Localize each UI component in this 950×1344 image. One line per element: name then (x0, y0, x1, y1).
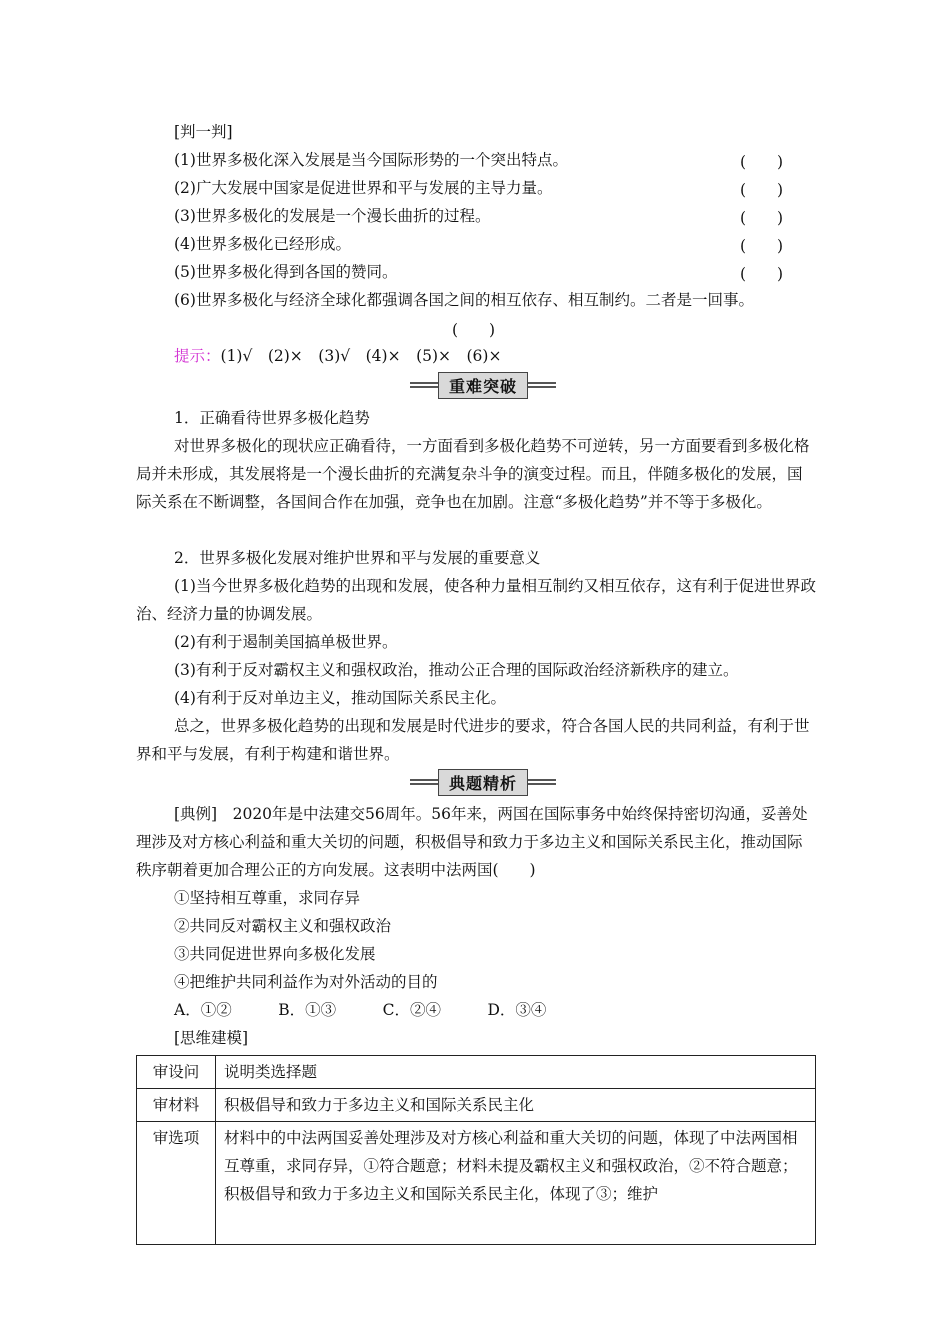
option-1: ①坚持相互尊重，求同存异 (174, 889, 361, 907)
table-row (137, 1089, 816, 1122)
paragraph-4: (3)有利于反对霸权主义和强权政治，推动公正合理的国际政治经济新秩序的建立。 (174, 661, 739, 679)
heading-2: 2．世界多极化发展对维护世界和平与发展的重要意义 (174, 549, 541, 567)
paragraph-1: 对世界多极化的现状应正确看待，一方面看到多极化趋势不可逆转，另一方面要看到多极化格局并未形成，其发展将是一个漫长曲折的充满复杂斗争的演变过程。而且，伴随多极化的发展，国际关系在不断调整，各国间合作在加强，竞争也在加剧。注意“多极化趋势”并不等于多极化。 (136, 437, 810, 511)
option-2: ②共同反对霸权主义和强权政治 (174, 917, 392, 935)
judge-item-3: (3)世界多极化的发展是一个漫长曲折的过程。 (174, 207, 491, 225)
option-3: ③共同促进世界向多极化发展 (174, 945, 376, 963)
table-row (137, 1056, 816, 1089)
answer-paren-5: ( ) (740, 265, 784, 283)
option-4: ④把维护共同利益作为对外活动的目的 (174, 973, 438, 991)
answer-paren-4: ( ) (740, 237, 784, 255)
judge-item-4: (4)世界多极化已经形成。 (174, 235, 351, 253)
judge-item-1: (1)世界多极化深入发展是当今国际形势的一个突出特点。 (174, 151, 568, 169)
section-banner-example (410, 770, 556, 794)
answer-paren-3: ( ) (740, 209, 784, 227)
heading-1: 1．正确看待世界多极化趋势 (174, 409, 370, 427)
table-key: 审设问 (137, 1056, 216, 1089)
banner-label: 典题精析 (438, 769, 528, 796)
banner-label: 重难突破 (438, 372, 528, 399)
judge-item-5: (5)世界多极化得到各国的赞同。 (174, 263, 398, 281)
answer-paren-6: ( ) (452, 321, 496, 339)
table-value: 说明类选择题 (216, 1056, 816, 1089)
answer-choices: A．①② B．①③ C．②④ D．③④ (174, 1001, 547, 1019)
paragraph-6: 总之，世界多极化趋势的出现和发展是时代进步的要求，符合各国人民的共同利益，有利于世界和平与发展，有利于构建和谐世界。 (136, 717, 810, 763)
answer-paren-2: ( ) (740, 181, 784, 199)
hint-answers: (1)√ (2)× (3)√ (4)× (5)× (6)× (220, 347, 502, 365)
model-title: [思维建模] (174, 1029, 249, 1047)
table-key: 审选项 (137, 1122, 216, 1245)
judge-item-6: (6)世界多极化与经济全球化都强调各国之间的相互依存、相互制约。二者是一回事。 (174, 291, 754, 309)
paragraph-2: (1)当今世界多极化趋势的出现和发展，使各种力量相互制约又相互依存，这有利于促进世界政治、经济力量的协调发展。 (136, 577, 816, 623)
thinking-model-table (136, 1055, 816, 1245)
judge-item-2: (2)广大发展中国家是促进世界和平与发展的主导力量。 (174, 179, 553, 197)
hint-line (174, 346, 501, 366)
paragraph-5: (4)有利于反对单边主义，推动国际关系民主化。 (174, 689, 506, 707)
answer-paren-1: ( ) (740, 153, 784, 171)
example-question: [典例] 2020年是中法建交56周年。56年来，两国在国际事务中始终保持密切沟通，妥善处理涉及对方核心利益和重大关切的问题，积极倡导和致力于多边主义和国际关系民主化，推动国际秩序朝着更加合理公正的方向发展。这表明中法两国( ) (136, 805, 808, 879)
judge-title: [判一判] (174, 123, 233, 141)
table-value: 积极倡导和致力于多边主义和国际关系民主化 (216, 1089, 816, 1122)
section-banner-key-points (410, 373, 556, 397)
hint-label: 提示： (174, 347, 221, 365)
table-key: 审材料 (137, 1089, 216, 1122)
table-row (137, 1122, 816, 1245)
table-value: 材料中的中法两国妥善处理涉及对方核心利益和重大关切的问题，体现了中法两国相互尊重，求同存异，①符合题意；材料未提及霸权主义和强权政治，②不符合题意；积极倡导和致力于多边主义和国际关系民主化，体现了③；维护 (216, 1122, 816, 1245)
paragraph-3: (2)有利于遏制美国搞单极世界。 (174, 633, 398, 651)
